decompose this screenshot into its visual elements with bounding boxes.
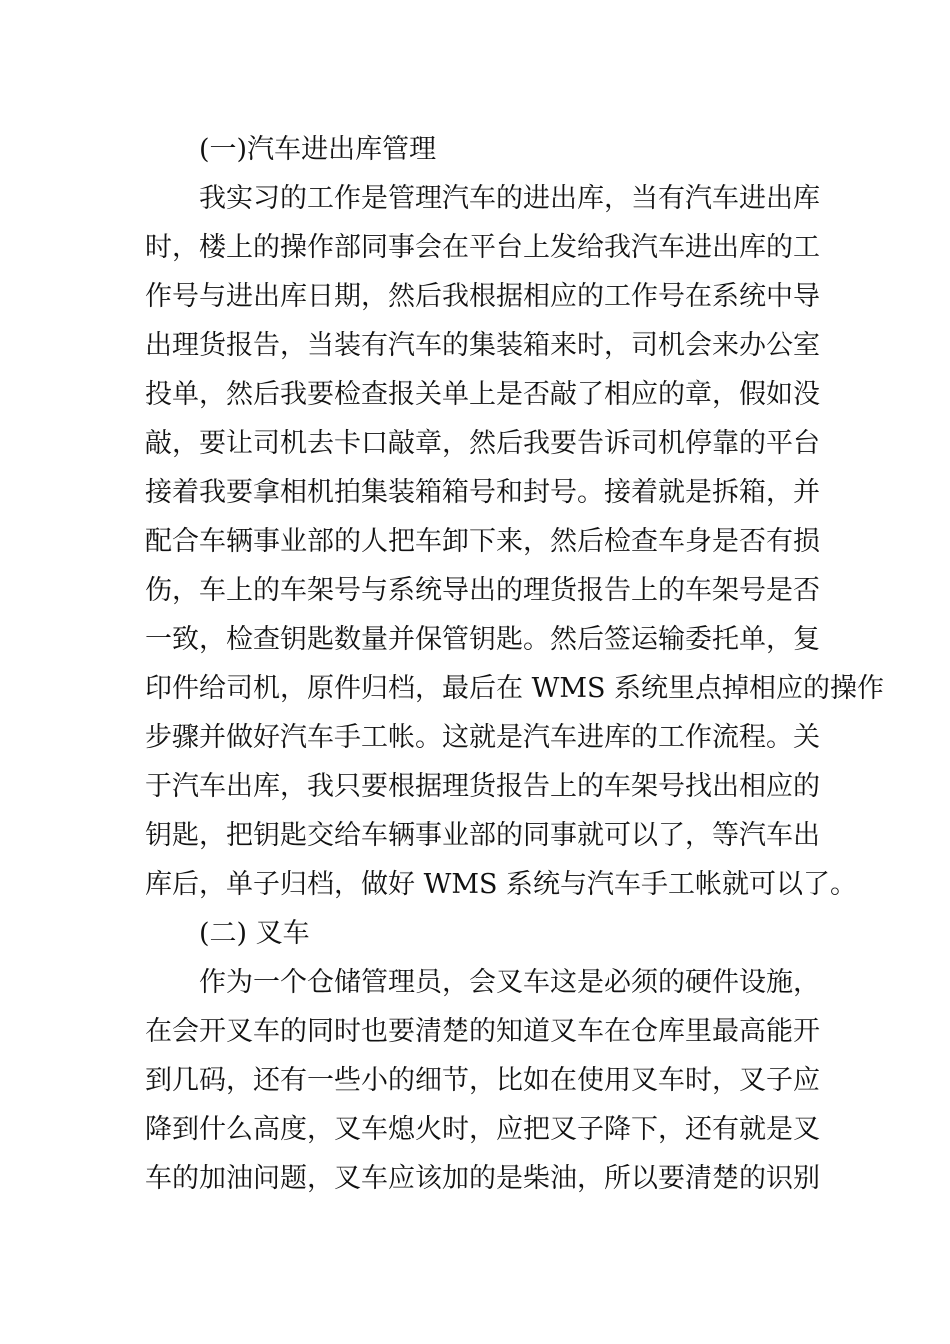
paragraph-line: 接着我要拿相机拍集装箱箱号和封号。接着就是拆箱，并 (145, 477, 820, 508)
paragraph-line: 配合车辆事业部的人把车卸下来，然后检查车身是否有损 (145, 526, 820, 557)
paragraph-line: 伤，车上的车架号与系统导出的理货报告上的车架号是否 (145, 575, 820, 606)
paragraph-line: 我实习的工作是管理汽车的进出库，当有汽车进出库 (199, 183, 820, 214)
paragraph-line: 钥匙，把钥匙交给车辆事业部的同事就可以了，等汽车出 (145, 820, 820, 851)
paragraph-line: 时，楼上的操作部同事会在平台上发给我汽车进出库的工 (145, 232, 820, 263)
paragraph-line: 出理货报告，当装有汽车的集装箱来时，司机会来办公室 (145, 330, 820, 361)
paragraph-line: 一致，检查钥匙数量并保管钥匙。然后签运输委托单，复 (145, 624, 820, 655)
paragraph-line: 投单，然后我要检查报关单上是否敲了相应的章，假如没 (145, 379, 820, 410)
paragraph-line: 在会开叉车的同时也要清楚的知道叉车在仓库里最高能开 (145, 1016, 820, 1047)
paragraph-line: 步骤并做好汽车手工帐。这就是汽车进库的工作流程。关 (145, 722, 820, 753)
section-heading-car-warehouse: (一)汽车进出库管理 (199, 134, 437, 165)
paragraph-line: 作号与进出库日期，然后我根据相应的工作号在系统中导 (145, 281, 820, 312)
paragraph-line: 敲，要让司机去卡口敲章，然后我要告诉司机停靠的平台 (145, 428, 820, 459)
paragraph-line: 库后，单子归档，做好 WMS 系统与汽车手工帐就可以了。 (145, 869, 858, 900)
paragraph-car-warehouse (145, 174, 885, 909)
paragraph-forklift (145, 958, 820, 1203)
paragraph-line: 车的加油问题，叉车应该加的是柴油，所以要清楚的识别 (145, 1163, 820, 1194)
paragraph-line: 到几码，还有一些小的细节，比如在使用叉车时，叉子应 (145, 1065, 820, 1096)
document-body (145, 125, 885, 1203)
paragraph-line: 于汽车出库，我只要根据理货报告上的车架号找出相应的 (145, 771, 820, 802)
paragraph-line: 作为一个仓储管理员，会叉车这是必须的硬件设施， (199, 967, 820, 998)
paragraph-line: 降到什么高度，叉车熄火时，应把叉子降下，还有就是叉 (145, 1114, 820, 1145)
section-heading-forklift: (二) 叉车 (199, 918, 310, 949)
paragraph-line: 印件给司机，原件归档，最后在 WMS 系统里点掉相应的操作 (145, 673, 885, 704)
